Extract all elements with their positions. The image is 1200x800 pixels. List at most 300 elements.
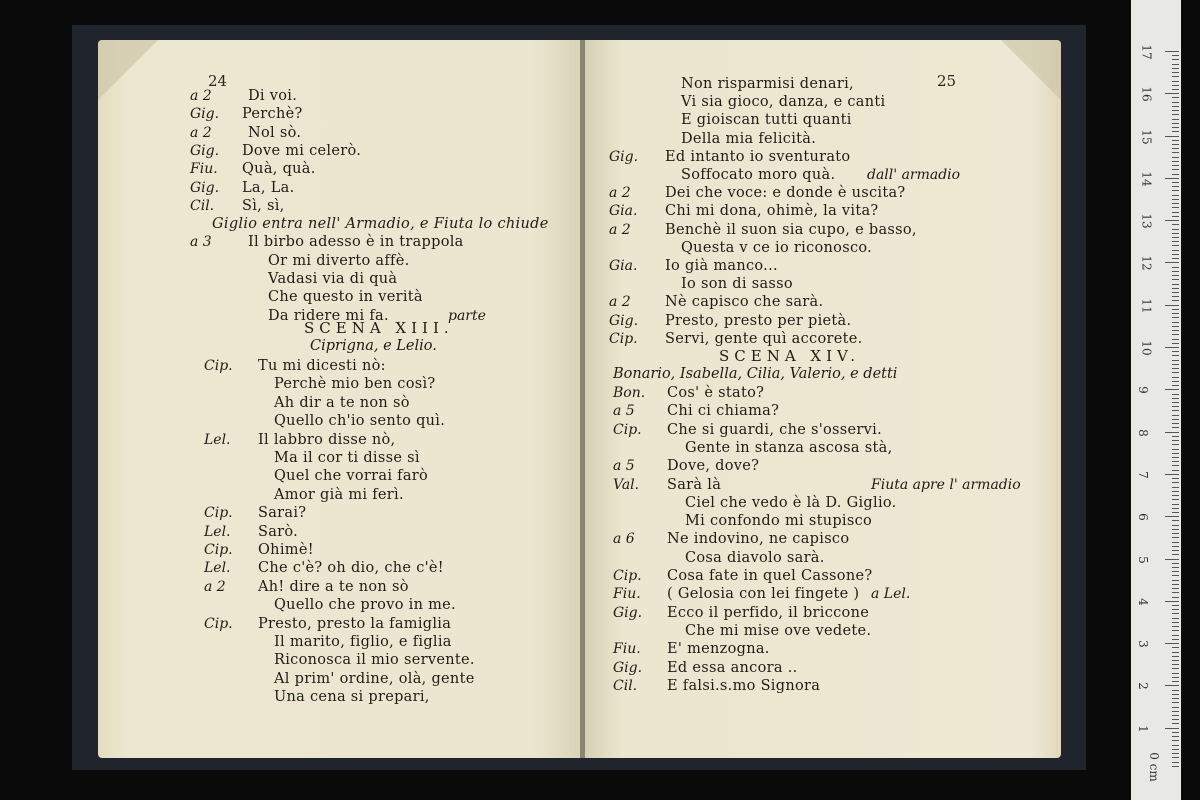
ruler-subtick	[1172, 97, 1179, 98]
verse-line: Soffocato moro quà.	[681, 167, 836, 183]
ruler-subtick	[1172, 622, 1179, 623]
ruler-subtick	[1172, 245, 1179, 246]
ruler-subtick	[1172, 377, 1179, 378]
ruler-subtick	[1172, 334, 1179, 335]
speaker-label: Bon.	[613, 385, 646, 401]
aside-direction: Fiuta apre l' armadio	[871, 476, 1021, 493]
ruler-tick	[1165, 262, 1179, 263]
ruler-subtick	[1172, 68, 1179, 69]
ruler-subtick	[1172, 618, 1179, 619]
ruler-tick	[1165, 728, 1179, 729]
ruler-subtick	[1172, 715, 1179, 716]
verse-line: Al prim' ordine, olà, gente	[274, 670, 475, 687]
ruler-subtick	[1172, 605, 1179, 606]
ruler-subtick	[1172, 660, 1179, 661]
ruler-subtick	[1172, 372, 1179, 373]
ruler-subtick	[1172, 72, 1179, 73]
ruler-subtick	[1172, 203, 1179, 204]
ruler-subtick	[1172, 482, 1179, 483]
page-number: 25	[937, 72, 957, 90]
verse-line: La, La.	[242, 179, 295, 196]
ruler-subtick	[1172, 267, 1179, 268]
left-page	[98, 40, 582, 758]
verse-line: ( Gelosia con lei fingete )	[667, 586, 860, 603]
ruler-subtick	[1172, 550, 1179, 551]
speaker-label: Fiu.	[190, 161, 218, 178]
ruler-subtick	[1172, 444, 1179, 445]
ruler-subtick	[1172, 639, 1179, 640]
ruler-tick	[1165, 601, 1179, 602]
ruler-tick	[1165, 685, 1179, 686]
ruler-subtick	[1172, 652, 1179, 653]
stage-direction: Giglio entra nell' Armadio, e Fiuta lo chiude	[212, 216, 549, 233]
ruler-subtick	[1172, 271, 1179, 272]
ruler-number: 1	[1135, 724, 1150, 733]
ruler-subtick	[1172, 284, 1179, 285]
measuring-ruler	[1131, 0, 1181, 800]
verse-line: Da ridere mi fa.	[268, 307, 389, 324]
ruler-subtick	[1172, 478, 1179, 479]
speaker-label: a 6	[613, 531, 635, 548]
verse-line: Benchè il suon sia cupo, e basso,	[665, 221, 917, 238]
ruler-subtick	[1172, 757, 1179, 758]
ruler-number: 5	[1135, 555, 1150, 564]
ruler-subtick	[1172, 123, 1179, 124]
verse-line: Della mia felicità.	[681, 130, 817, 147]
verse-line: E gioiscan tutti quanti	[681, 112, 852, 129]
ruler-tick	[1165, 474, 1179, 475]
ruler-subtick	[1172, 698, 1179, 699]
verse-line: Che si guardi, che s'osservi.	[667, 421, 882, 438]
ruler-subtick	[1172, 330, 1179, 331]
verse-line: Io son di sasso	[681, 276, 793, 293]
ruler-subtick	[1172, 110, 1179, 111]
ruler-tick	[1165, 389, 1179, 390]
speaker-label: Gia.	[609, 258, 638, 274]
verse-line: Cosa fate in quel Cassone?	[667, 568, 873, 584]
ruler-number: 8	[1135, 428, 1150, 437]
ruler-subtick	[1172, 580, 1179, 581]
ruler-number: 6	[1135, 513, 1150, 522]
ruler-number: 12	[1139, 255, 1154, 272]
ruler-subtick	[1172, 681, 1179, 682]
ruler-subtick	[1172, 525, 1179, 526]
ruler-subtick	[1172, 165, 1179, 166]
speaker-label: Gig.	[609, 312, 639, 329]
speaker-label: Gig.	[613, 659, 643, 676]
ruler-subtick	[1172, 470, 1179, 471]
ruler-subtick	[1172, 131, 1179, 132]
speaker-label: Cip.	[609, 330, 638, 347]
ruler-subtick	[1172, 749, 1179, 750]
ruler-tick	[1165, 347, 1179, 348]
speaker-label: Cip.	[613, 568, 642, 584]
ruler-subtick	[1172, 59, 1179, 60]
verse-line: Cosa diavolo sarà.	[685, 549, 825, 566]
ruler-subtick	[1172, 127, 1179, 128]
ruler-tick	[1165, 178, 1179, 179]
ruler-subtick	[1172, 711, 1179, 712]
ruler-subtick	[1172, 296, 1179, 297]
verse-line: Ed intanto io sventurato	[665, 148, 851, 165]
ruler-subtick	[1172, 630, 1179, 631]
ruler-subtick	[1172, 495, 1179, 496]
speaker-label: Gig.	[190, 142, 220, 159]
ruler-subtick	[1172, 157, 1179, 158]
ruler-subtick	[1172, 250, 1179, 251]
ruler-subtick	[1172, 673, 1179, 674]
verse-line: Perchè mio ben così?	[274, 376, 436, 393]
ruler-subtick	[1172, 635, 1179, 636]
ruler-subtick	[1172, 436, 1179, 437]
ruler-subtick	[1172, 499, 1179, 500]
ruler-subtick	[1172, 89, 1179, 90]
ruler-subtick	[1172, 542, 1179, 543]
verse-line: Quà, quà.	[242, 161, 316, 178]
verse-line: Una cena si prepari,	[274, 689, 430, 706]
speaker-label: Cip.	[613, 421, 642, 438]
ruler-subtick	[1172, 457, 1179, 458]
speaker-label: a 3	[190, 234, 212, 251]
ruler-subtick	[1172, 508, 1179, 509]
speaker-label: a 5	[613, 458, 635, 475]
ruler-subtick	[1172, 512, 1179, 513]
verse-line: Sarò.	[258, 523, 299, 540]
verse-line: Mi confondo mi stupisco	[685, 513, 873, 530]
scene-cast: Ciprigna, e Lelio.	[310, 338, 437, 354]
ruler-subtick	[1172, 326, 1179, 327]
verse-line: E' menzogna.	[667, 641, 770, 658]
ruler-tick	[1165, 432, 1179, 433]
speaker-label: Lel.	[204, 523, 231, 540]
ruler-subtick	[1172, 364, 1179, 365]
verse-line: Nol sò.	[248, 124, 302, 141]
verse-line: Or mi diverto affè.	[268, 252, 410, 269]
ruler-subtick	[1172, 546, 1179, 547]
verse-line: Che mi mise ove vedete.	[685, 622, 872, 639]
ruler-subtick	[1172, 119, 1179, 120]
ruler-number: 13	[1139, 213, 1154, 229]
ruler-subtick	[1172, 702, 1179, 703]
speaker-label: a 2	[609, 221, 631, 238]
ruler-subtick	[1172, 719, 1179, 720]
verse-line: Quello che provo in me.	[274, 597, 456, 614]
ruler-subtick	[1172, 613, 1179, 614]
ruler-subtick	[1172, 465, 1179, 466]
verse-line: Di voi.	[248, 88, 298, 104]
ruler-subtick	[1172, 449, 1179, 450]
ruler-subtick	[1172, 381, 1179, 382]
verse-line: Ohimè!	[258, 542, 314, 558]
ruler-subtick	[1172, 766, 1179, 767]
ruler-subtick	[1172, 102, 1179, 103]
ruler-subtick	[1172, 64, 1179, 65]
verse-line: Tu mi dicesti nò:	[258, 358, 386, 374]
ruler-subtick	[1172, 707, 1179, 708]
ruler-subtick	[1172, 487, 1179, 488]
ruler-subtick	[1172, 419, 1179, 420]
verse-line: Questa v ce io riconosco.	[681, 239, 873, 256]
ruler-number: 10	[1139, 340, 1154, 356]
ruler-subtick	[1172, 520, 1179, 521]
speaker-label: Cil.	[613, 677, 638, 694]
speaker-label: a 2	[190, 124, 212, 141]
ruler-subtick	[1172, 275, 1179, 276]
ruler-subtick	[1172, 182, 1179, 183]
speaker-label: Cil.	[190, 197, 215, 214]
ruler-subtick	[1172, 656, 1179, 657]
speaker-label: Gig.	[613, 604, 643, 621]
ruler-subtick	[1172, 148, 1179, 149]
speaker-label: Gig.	[190, 179, 220, 196]
ruler-number: 17	[1139, 44, 1154, 60]
ruler-subtick	[1172, 174, 1179, 175]
verse-line: Presto, presto la famiglia	[258, 615, 452, 632]
verse-line: Il labbro disse nò,	[258, 431, 396, 448]
ruler-tick	[1165, 305, 1179, 306]
verse-line: Ma il cor ti disse sì	[274, 450, 420, 466]
scene-title: SCENA XIII.	[304, 319, 454, 337]
ruler-subtick	[1172, 233, 1179, 234]
speaker-label: Fiu.	[613, 641, 641, 658]
ruler-subtick	[1172, 753, 1179, 754]
ruler-subtick	[1172, 55, 1179, 56]
verse-line: Ed essa ancora ..	[667, 659, 798, 676]
ruler-subtick	[1172, 106, 1179, 107]
verse-line: Cos' è stato?	[667, 385, 765, 401]
speaker-label: a 5	[613, 403, 635, 420]
verse-line: Chi ci chiama?	[667, 403, 780, 420]
speaker-label: a 2	[204, 578, 226, 595]
ruler-subtick	[1172, 453, 1179, 454]
ruler-subtick	[1172, 258, 1179, 259]
ruler-subtick	[1172, 571, 1179, 572]
ruler-number: 14	[1139, 171, 1154, 187]
speaker-label: a 2	[190, 88, 212, 104]
ruler-subtick	[1172, 440, 1179, 441]
ruler-subtick	[1172, 300, 1179, 301]
verse-line: Ecco il perfido, il briccone	[667, 604, 870, 621]
ruler-unit: 0 cm	[1146, 752, 1161, 782]
ruler-subtick	[1172, 423, 1179, 424]
speaker-label: Lel.	[204, 431, 231, 448]
ruler-subtick	[1172, 237, 1179, 238]
verse-line: Nè capisco che sarà.	[665, 294, 824, 311]
verse-line: Perchè?	[242, 106, 303, 123]
verse-line: Chi mi dona, ohimè, la vita?	[665, 203, 879, 220]
ruler-subtick	[1172, 351, 1179, 352]
ruler-subtick	[1172, 309, 1179, 310]
ruler-subtick	[1172, 588, 1179, 589]
ruler-subtick	[1172, 394, 1179, 395]
ruler-subtick	[1172, 745, 1179, 746]
ruler-subtick	[1172, 406, 1179, 407]
speaker-label: Gig.	[190, 106, 220, 123]
ruler-subtick	[1172, 355, 1179, 356]
ruler-subtick	[1172, 690, 1179, 691]
ruler-subtick	[1172, 114, 1179, 115]
verse-line: Sì, sì,	[242, 197, 285, 214]
ruler-subtick	[1172, 212, 1179, 213]
ruler-subtick	[1172, 609, 1179, 610]
ruler-subtick	[1172, 385, 1179, 386]
speaker-label: Cip.	[204, 615, 233, 632]
verse-line: Vi sia gioco, danza, e canti	[681, 94, 886, 111]
ruler-subtick	[1172, 360, 1179, 361]
ruler-subtick	[1172, 402, 1179, 403]
ruler-subtick	[1172, 723, 1179, 724]
ruler-subtick	[1172, 626, 1179, 627]
ruler-subtick	[1172, 597, 1179, 598]
verse-line: Ah! dire a te non sò	[258, 578, 409, 595]
ruler-subtick	[1172, 740, 1179, 741]
ruler-tick	[1165, 643, 1179, 644]
ruler-number: 7	[1135, 471, 1150, 479]
verse-line: Ah dir a te non sò	[274, 394, 410, 411]
ruler-subtick	[1172, 190, 1179, 191]
aside-direction: parte	[448, 307, 486, 324]
speaker-label: Lel.	[204, 560, 231, 577]
ruler-tick	[1165, 51, 1179, 52]
ruler-subtick	[1172, 343, 1179, 344]
verse-line: Il birbo adesso è in trappola	[248, 234, 464, 251]
ruler-number: 16	[1139, 86, 1154, 102]
scene-cast: Bonario, Isabella, Cilia, Valerio, e detti	[613, 366, 898, 382]
ruler-number: 15	[1139, 128, 1154, 145]
ruler-subtick	[1172, 144, 1179, 145]
ruler-subtick	[1172, 317, 1179, 318]
ruler-tick	[1165, 516, 1179, 517]
ruler-subtick	[1172, 241, 1179, 242]
ruler-subtick	[1172, 415, 1179, 416]
verse-line: Amor già mi ferì.	[274, 486, 404, 503]
ruler-subtick	[1172, 229, 1179, 230]
speaker-label: Val.	[613, 476, 640, 493]
ruler-subtick	[1172, 368, 1179, 369]
ruler-subtick	[1172, 694, 1179, 695]
verse-line: Presto, presto per pietà.	[665, 312, 852, 329]
verse-line: Ne indovino, ne capisco	[667, 531, 850, 548]
aside-direction: dall' armadio	[867, 167, 961, 183]
verse-line: E falsi.s.mo Signora	[667, 677, 821, 694]
speaker-label: Fiu.	[613, 586, 641, 603]
verse-line: Io già manco...	[665, 258, 778, 274]
ruler-subtick	[1172, 161, 1179, 162]
ruler-tick	[1165, 93, 1179, 94]
right-page	[585, 40, 1061, 758]
ruler-subtick	[1172, 224, 1179, 225]
verse-line: Vadasi via di quà	[268, 271, 398, 287]
verse-line: Servi, gente quì accorete.	[665, 330, 863, 347]
verse-line: Sarà là	[667, 476, 722, 493]
ruler-subtick	[1172, 668, 1179, 669]
ruler-subtick	[1172, 491, 1179, 492]
ruler-subtick	[1172, 81, 1179, 82]
ruler-subtick	[1172, 554, 1179, 555]
ruler-number: 2	[1135, 682, 1150, 691]
ruler-subtick	[1172, 169, 1179, 170]
ruler-number: 11	[1139, 298, 1154, 314]
ruler-subtick	[1172, 288, 1179, 289]
ruler-number: 4	[1135, 597, 1150, 606]
page-corner	[98, 40, 158, 100]
ruler-tick	[1165, 136, 1179, 137]
speaker-label: Cip.	[204, 505, 233, 522]
ruler-subtick	[1172, 254, 1179, 255]
ruler-subtick	[1172, 85, 1179, 86]
speaker-label: Gia.	[609, 203, 638, 220]
speaker-label: Cip.	[204, 542, 233, 558]
ruler-subtick	[1172, 677, 1179, 678]
ruler-subtick	[1172, 152, 1179, 153]
scene-title: SCENA XIV.	[719, 347, 861, 365]
ruler-subtick	[1172, 292, 1179, 293]
verse-line: Il marito, figlio, e figlia	[274, 634, 452, 650]
ruler-number: 9	[1135, 386, 1150, 395]
ruler-subtick	[1172, 199, 1179, 200]
speaker-label: a 2	[609, 294, 631, 311]
page-number: 24	[208, 72, 228, 90]
speaker-label: a 2	[609, 185, 631, 202]
ruler-subtick	[1172, 461, 1179, 462]
ruler-subtick	[1172, 140, 1179, 141]
ruler-subtick	[1172, 76, 1179, 77]
ruler-subtick	[1172, 563, 1179, 564]
ruler-subtick	[1172, 427, 1179, 428]
speaker-label: Gig.	[609, 148, 639, 165]
ruler-subtick	[1172, 186, 1179, 187]
verse-line: Ciel che vedo è là D. Giglio.	[685, 494, 897, 511]
ruler-subtick	[1172, 279, 1179, 280]
ruler-subtick	[1172, 567, 1179, 568]
verse-line: Dei che voce: e donde è uscita?	[665, 185, 906, 202]
verse-line: Non risparmisi denari,	[681, 76, 854, 92]
verse-line: Quello ch'io sento quì.	[274, 413, 446, 430]
ruler-subtick	[1172, 529, 1179, 530]
verse-line: Quel che vorrai farò	[274, 468, 429, 485]
ruler-subtick	[1172, 504, 1179, 505]
ruler-subtick	[1172, 592, 1179, 593]
ruler-tick	[1165, 559, 1179, 560]
ruler-subtick	[1172, 398, 1179, 399]
ruler-tick	[1165, 220, 1179, 221]
ruler-subtick	[1172, 339, 1179, 340]
ruler-subtick	[1172, 410, 1179, 411]
speaker-label: Cip.	[204, 358, 233, 374]
verse-line: Sarai?	[258, 505, 307, 522]
ruler-subtick	[1172, 762, 1179, 763]
verse-line: Che questo in verità	[268, 289, 423, 306]
ruler-subtick	[1172, 647, 1179, 648]
ruler-subtick	[1172, 533, 1179, 534]
ruler-subtick	[1172, 584, 1179, 585]
ruler-subtick	[1172, 732, 1179, 733]
ruler-subtick	[1172, 195, 1179, 196]
ruler-subtick	[1172, 322, 1179, 323]
ruler-subtick	[1172, 736, 1179, 737]
ruler-subtick	[1172, 216, 1179, 217]
ruler-subtick	[1172, 664, 1179, 665]
ruler-subtick	[1172, 207, 1179, 208]
verse-line: Dove, dove?	[667, 458, 760, 475]
ruler-subtick	[1172, 575, 1179, 576]
verse-line: Gente in stanza ascosa stà,	[685, 439, 893, 456]
ruler-subtick	[1172, 537, 1179, 538]
verse-line: Riconosca il mio servente.	[274, 652, 475, 669]
ruler-number: 3	[1135, 640, 1150, 648]
verse-line: Dove mi celerò.	[242, 142, 362, 159]
verse-line: Che c'è? oh dio, che c'è!	[258, 560, 444, 577]
